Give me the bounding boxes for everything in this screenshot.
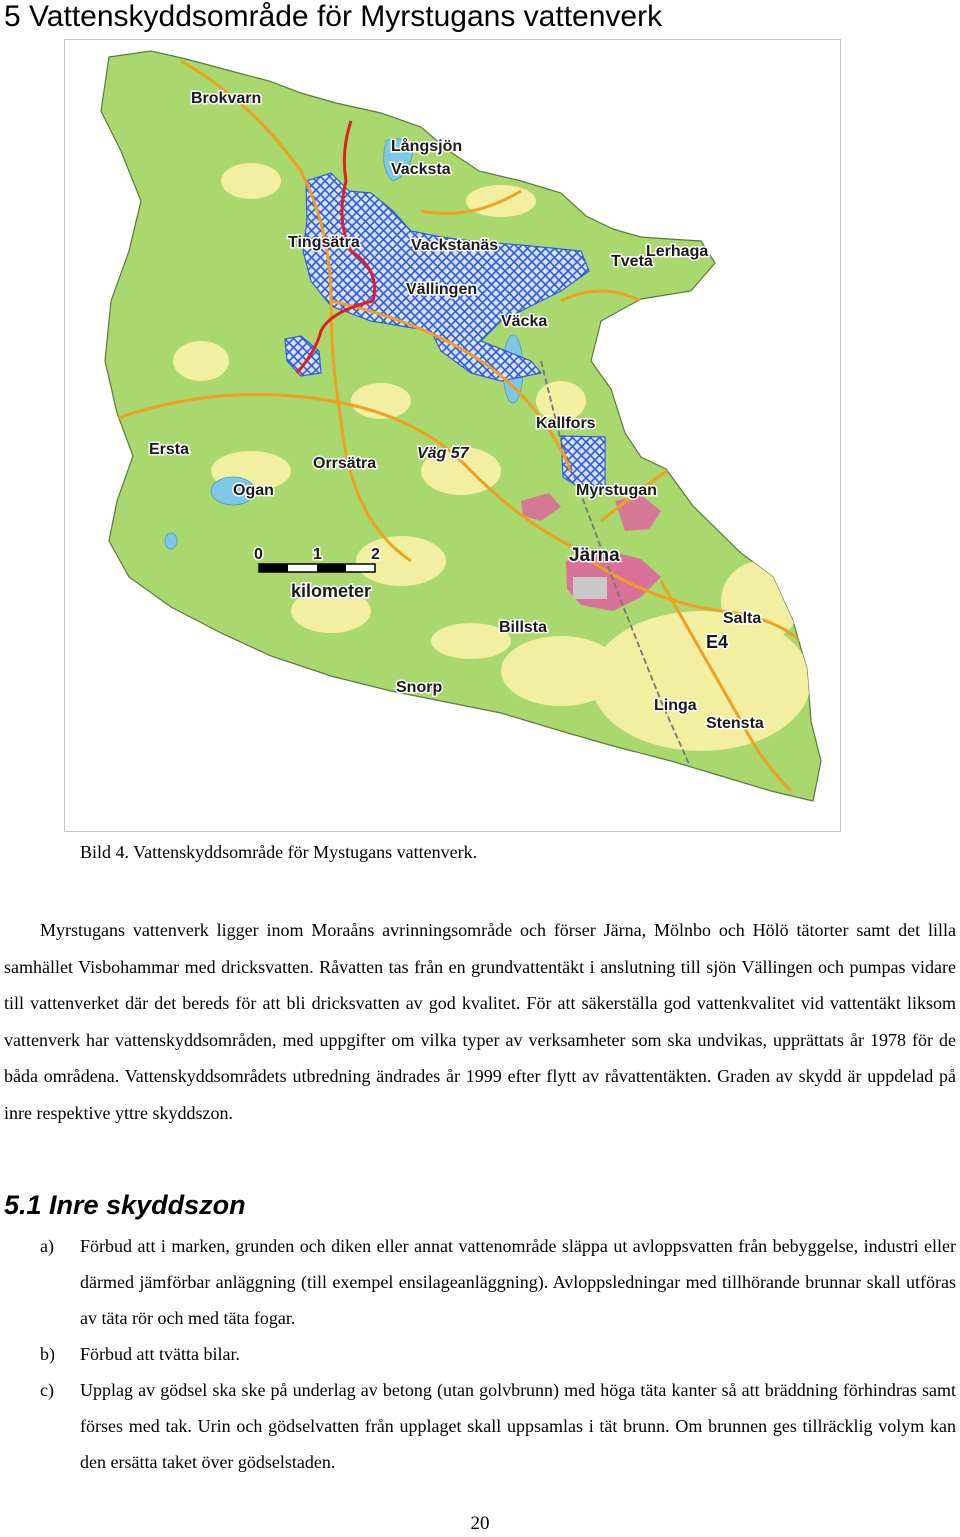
label-ogan: Ogan bbox=[233, 482, 274, 499]
page-number: 20 bbox=[470, 1513, 490, 1534]
label-vackstanas: Vackstanäs bbox=[411, 237, 499, 254]
label-linga: Linga bbox=[654, 697, 697, 714]
label-snorp: Snorp bbox=[396, 679, 443, 696]
scale-tick-0: 0 bbox=[254, 546, 263, 563]
label-billsta: Billsta bbox=[499, 619, 548, 636]
label-tveta: Tveta bbox=[611, 253, 653, 270]
scale-tick-2: 2 bbox=[371, 546, 380, 563]
list-marker: b) bbox=[40, 1344, 55, 1364]
scale-tick-1: 1 bbox=[313, 546, 322, 563]
paragraph-text: Myrstugans vattenverk ligger inom Moraåns avrinningsområde och förser Järna, Mölnbo och Hölö tätorter samt det lilla samhället Visbohammar med dricksvatten. Råvatten tas från en grundvattentäkt i anslutning till sjön Vällingen och pumpas vidare till vattenverket där det bereds för att bli dricksvatten av god kvalitet. För att säkerställa god vattenkvalitet vid vattentäkt liksom vattenverk har vattenskyddsområden, med uppgifter om vilka typer av verksamheter som ska undvikas, upprättats år 1978 för de båda områdena. Vattenskyddsområdets utbredning ändrades år 1999 efter flytt av råvattentäkten. Graden av skydd är uppdelad på inre respektive yttre skyddszon. bbox=[4, 920, 956, 1123]
list-item-text: Upplag av gödsel ska ske på underlag av betong (utan golvbrunn) med höga täta kanter så att bräddning förhindras samt förses med tak. Urin och gödselvatten från upplaget skall uppsamlas i tät brunn. Om brunnen ges tillräcklig volym kan den ersätta taket över gödselstaden. bbox=[80, 1380, 956, 1472]
label-e4: E4 bbox=[706, 632, 729, 652]
label-kallfors: Kallfors bbox=[536, 415, 596, 432]
label-salta: Salta bbox=[723, 610, 762, 627]
protection-area-map bbox=[64, 39, 841, 832]
label-jarna: Järna bbox=[569, 545, 620, 566]
label-orrsatra: Orrsätra bbox=[313, 455, 377, 472]
label-myrstugan: Myrstugan bbox=[576, 482, 657, 499]
section-heading: 5.1 Inre skyddszon bbox=[4, 1190, 246, 1220]
list-item bbox=[4, 1228, 956, 1336]
list-item-text: Förbud att i marken, grunden och diken eller annat vattenområde släppa ut avloppsvatten från bebyggelse, industri eller därmed jämförbar anläggning (till exempel ensilageanläggning). Avloppsledningar med tillhörande brunnar skall utföras av täta rör och med täta fogar. bbox=[80, 1236, 956, 1328]
body-paragraph bbox=[4, 912, 956, 1131]
industrial-area bbox=[573, 577, 607, 599]
list-marker: c) bbox=[40, 1380, 54, 1400]
label-vacka: Väcka bbox=[501, 313, 548, 330]
label-tingsatra: Tingsätra bbox=[288, 234, 360, 251]
label-lerhaga: Lerhaga bbox=[646, 243, 709, 260]
label-vag57: Väg 57 bbox=[417, 445, 469, 462]
label-stensta: Stensta bbox=[706, 715, 764, 732]
label-brokvarn: Brokvarn bbox=[191, 90, 262, 107]
label-vacksta: Vacksta bbox=[391, 161, 451, 178]
list-item bbox=[4, 1372, 956, 1480]
page-heading: 5 Vattenskyddsområde för Myrstugans vattenverk bbox=[4, 0, 663, 33]
list-item bbox=[4, 1336, 956, 1372]
list-marker: a) bbox=[40, 1236, 54, 1256]
label-vallingen: Vällingen bbox=[406, 281, 478, 298]
figure-caption: Bild 4. Vattenskyddsområde för Mystugans vattenverk. bbox=[80, 842, 478, 862]
label-ersta: Ersta bbox=[149, 441, 190, 458]
scale-unit: kilometer bbox=[291, 581, 372, 601]
list-item-text: Förbud att tvätta bilar. bbox=[80, 1344, 240, 1364]
label-langsjon: Långsjön bbox=[391, 138, 463, 155]
rules-list bbox=[4, 1228, 956, 1480]
